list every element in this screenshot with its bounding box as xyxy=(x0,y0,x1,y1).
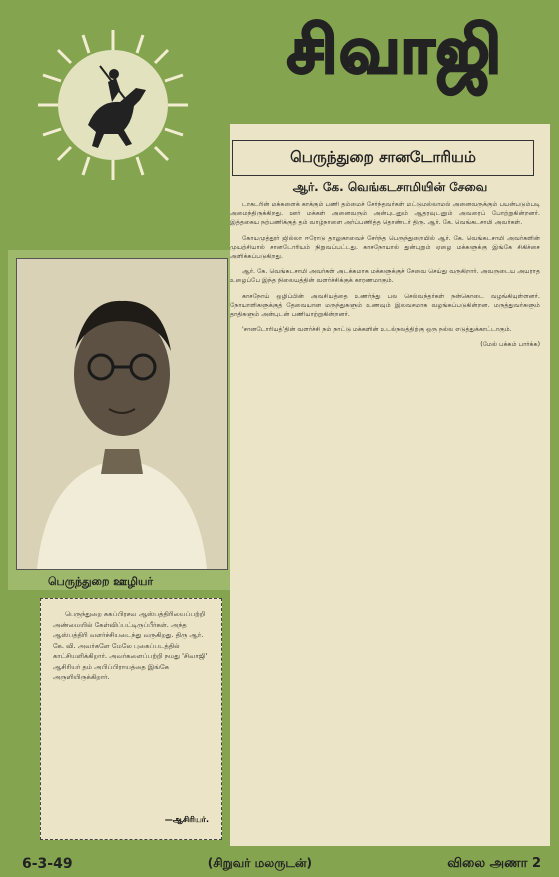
issue-date: 6-3-49 xyxy=(22,855,73,872)
article-paragraph: 'சானடோரியத்'தின் வளர்ச்சி நம் நாட்டு மக்களின் உடல்நலத்திற்கு ஒரு நல்ல எடுத்துக்காட்டாகும். xyxy=(242,326,512,334)
footer-bar xyxy=(0,850,559,877)
portrait-icon xyxy=(17,259,227,569)
article-paragraph: ஆர். கே. வெங்கடசாமி அவர்கள் அடக்கமாக மக்களுக்குச் சேவை செய்து வருகிறார். அவருடைய அயராத உழைப்பே இந்த நிலையத்தின் வளர்ச்சிக்குக் காரணமாகும். xyxy=(230,268,540,285)
headline-box xyxy=(232,140,534,176)
photo-caption: பெருந்துறை ஊழியர் xyxy=(48,575,154,588)
article-credit: (மேல் பக்கம் பார்க்க) xyxy=(480,341,540,349)
editor-note-box xyxy=(40,598,222,840)
article-paragraph: டாகடரின் மக்களைக் காக்கும் பணி தம்மைச் சேர்ந்தவர்கள் மட்டுமல்லாமல் அனைவருக்கும் பயன்படும்படி அமைந்திருக்கிறது. ஊர் மக்கள் அனைவரும் அன்புடனும் ஆதரவுடனும் அவரைப் போற்றுகின்றனர். இத்தகைய நற்பணிக்குத் தம் வாழ்நாளை அர்ப்பணித்த தொண்டர் திரு. ஆர். கே. வெங்கடசாமி அவர்கள். xyxy=(230,201,540,227)
headline-byline: ஆர். கே. வெங்கடசாமியின் சேவை xyxy=(292,180,488,194)
supplement-note: (சிறுவர் மலருடன்) xyxy=(207,855,313,870)
article-body xyxy=(230,200,540,830)
horseman-emblem-icon xyxy=(38,30,188,180)
masthead-title: சிவாஜி xyxy=(287,12,503,88)
editor-signature: —ஆசிரியர். xyxy=(164,815,209,824)
portrait-photo xyxy=(16,258,228,570)
headline-title: பெருந்துறை சானடோரியம் xyxy=(290,148,476,166)
article-paragraph: காசநோய் ஒழிப்பின் அவசியத்தை உணர்ந்து பல செல்வந்தர்கள் நன்கொடை வழங்கியுள்ளனர். நோயாளிகளுக்குத் தேவையான மருந்துகளும் உணவும் இலவசமாக வழங்கப்படுகின்றன. மருத்துவர்களும் தாதிகளும் அன்புடன் பணியாற்றுகின்றனர். xyxy=(230,292,540,319)
article-paragraph: கோயமுத்தூர் ஜில்லா ஈரோடு தாலுகாவைச் சேர்ந்த பெருந்துறையில் ஆர். கே. வெங்கடசாமி அவர்களின் முயற்சியால் சானடோரியம் நிறுவப்பட்டது. காசநோயால் துன்புறும் ஏழை மக்களுக்கு இங்கே சிகிச்சை அளிக்கப்படுகிறது. xyxy=(230,234,540,261)
editor-note-text: பெருந்துறை சுகப்பிரசவ ஆஸ்பத்திரியைப்பற்றி அண்மையில் கேள்விப்பட்டிருப்பீர்கள். அந்த ஆஸ்பத்திரி வளர்ச்சியடைந்து வருகிறது. திரு ஆர். கே. வி. அவர்களே மேலே புகைப்படத்தில் காட்சியளிக்கிறார். அவர்களைப்பற்றி நமது 'சிவாஜி' ஆசிரியர் தம் அபிப்பிராயத்தை இங்கே அருளியிருக்கிறார். xyxy=(53,610,208,681)
issue-price: விலை அணா 2 xyxy=(447,855,541,871)
masthead xyxy=(250,4,540,104)
